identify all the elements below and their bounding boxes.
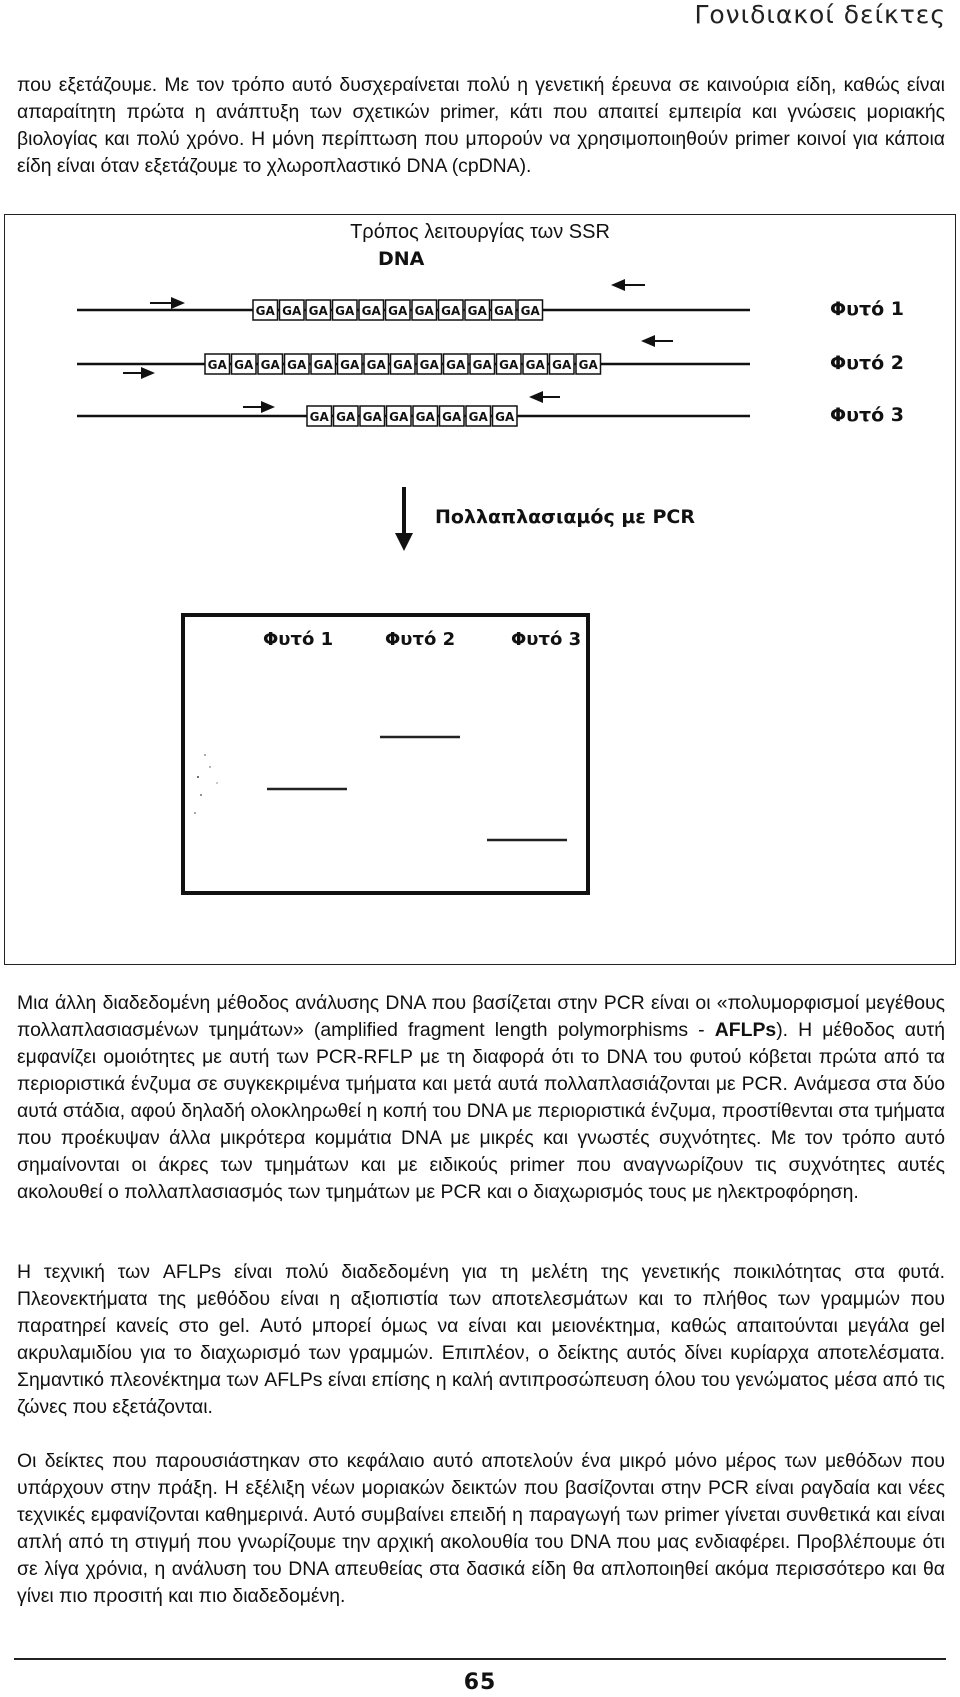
repeat-unit-text: GA	[494, 304, 514, 318]
gel-lane-label-3: Φυτό 3	[511, 629, 582, 650]
dna-label: DNA	[378, 248, 425, 270]
repeat-unit-text: GA	[388, 304, 408, 318]
repeat-unit-text: GA	[287, 358, 307, 372]
repeat-unit-text: GA	[389, 410, 409, 424]
repeat-unit-text: GA	[525, 358, 545, 372]
page-number: 65	[463, 1670, 497, 1695]
paragraph-4: Οι δείκτες που παρουσιάστηκαν στο κεφάλαιο αυτό αποτελούν ένα μικρό μόνο μέρος των μεθόδων που υπάρχουν στην πράξη. Η εξέλιξη νέων μοριακών δεικτών που βασίζονται στην PCR είναι ραγδαία και νέες τεχνικές εμφανίζονται καθημερινά. Αυτό συμβαίνει επειδή η παραγωγή των primer γίνεται συνθετικά και είναι απλή από τη στιγμή που γνωρίζουμε την αρχική ακολουθία του DNA που μας ενδιαφέρει. Προβλέπουμε ότι σε λίγα χρόνια, η ανάλυση του DNA απευθείας στα δασικά είδη θα απλοποιηθεί ακόμα περισσότερο και θα γίνει πιο προσιτή και πιο διαδεδομένη.	[17, 1450, 945, 1607]
repeat-unit-text: GA	[414, 304, 434, 318]
repeat-unit-text: GA	[442, 410, 462, 424]
gel-lane-label-1: Φυτό 1	[263, 629, 334, 650]
arrow-left-icon	[529, 391, 543, 403]
repeat-unit-text: GA	[578, 358, 598, 372]
repeat-unit-text: GA	[282, 304, 302, 318]
paragraph-2-text: Μια άλλη διαδεδομένη μέθοδος ανάλυσης DNA που βασίζεται στην PCR είναι οι «πολυμορφισμοί μεγέθους πολλαπλασιασμένων τμημάτων» (amplified fragment length polymorphisms -	[17, 992, 945, 1041]
repeat-unit-text: GA	[441, 304, 461, 318]
paragraph-1: που εξετάζουμε. Με τον τρόπο αυτό δυσχεραίνεται πολύ η γενετική έρευνα σε καινούρια είδη, καθώς είναι απαραίτητη πρώτα η ανάπτυξη των σχετικών primer, κάτι που απαιτεί εμπειρία και γνώσεις μοριακής βιολογίας και πολύ χρόνο. Η μόνη περίπτωση που μπορούν να χρησιμοποιηθούν primer κοινοί για κάποια είδη είναι όταν εξετάζουμε το χλωροπλαστικό DNA (cpDNA).	[17, 74, 945, 177]
repeat-unit-text: GA	[552, 358, 572, 372]
repeat-unit-text: GA	[313, 358, 333, 372]
repeat-unit-text: GA	[467, 304, 487, 318]
repeat-unit-text: GA	[520, 304, 540, 318]
gel-lane-label-2: Φυτό 2	[385, 629, 456, 650]
repeat-unit-text: GA	[260, 358, 280, 372]
repeat-unit-text: GA	[361, 304, 381, 318]
paragraph-3: Η τεχνική των AFLPs είναι πολύ διαδεδομένη για τη μελέτη της γενετικής ποικιλότητας στα φυτά. Πλεονεκτήματα της μεθόδου είναι η αξιοπιστία των αποτελεσμάτων και το πλήθος των γραμμών που παρατηρεί κανείς στο gel. Αυτό μπορεί όμως να είναι και μειονέκτημα, καθώς απαιτούνται μεγάλα gel ακρυλαμιδίου για το διαχωρισμό των γραμμών. Επιπλέον, ο δείκτης αυτός δίνει κυρίαρχα αποτελέσματα. Σημαντικό πλεονέκτημα των AFLPs είναι επίσης η καλή αντιπροσώπευση όλου του γενώματος μέσα από τις ζώνες που εξετάζονται.	[17, 1261, 945, 1418]
repeat-unit-text: GA	[393, 358, 413, 372]
aflps-term: AFLPs	[714, 1019, 777, 1041]
repeat-unit-text: GA	[207, 358, 227, 372]
ssr-diagram	[5, 215, 955, 964]
repeat-unit-text: GA	[468, 410, 488, 424]
arrow-down-icon	[395, 533, 413, 551]
running-header: Γονιδιακοί δείκτες	[694, 0, 946, 29]
repeat-unit-text: GA	[335, 304, 355, 318]
repeat-block-2	[205, 354, 601, 374]
strand-label-2: Φυτό 2	[830, 352, 904, 374]
repeat-unit-text: GA	[340, 358, 360, 372]
footer-divider	[14, 1658, 946, 1660]
paragraph-2	[17, 990, 945, 1206]
repeat-unit-text: GA	[415, 410, 435, 424]
arrow-left-icon	[641, 335, 655, 347]
arrow-left-icon	[611, 279, 625, 291]
paragraph-2-text-cont: ). Η μέθοδος αυτή εμφανίζει ομοιότητες με αυτή των PCR-RFLP με τη διαφορά ότι το DNA του φυτού κόβεται πρώτα από τα περιοριστικά ένζυμα σε συγκεκριμένα τμήματα και μετά αυτά πολλαπλασιάζονται με PCR. Ανάμεσα στα δύο αυτά στάδια, αφού δηλαδή ολοκληρωθεί η κοπή του DNA με περιοριστικά ένζυμα, προστίθενται στα τμήματα που προέκυψαν άλλα μικρότερα κομμάτια DNA με μικρές και γνωστές συχνότητες. Με τον τρόπο αυτό σημαίνονται οι άκρες των τμημάτων και με ειδικούς primer που αναγνωρίζουν τις συχνότητες αυτές ακολουθεί ο πολλαπλασιασμός των τμημάτων με PCR και ο διαχωρισμός τους με ηλεκτροφόρηση.	[17, 1019, 946, 1203]
repeat-block-1	[253, 300, 543, 320]
figure-title: Τρόπος λειτουργίας των SSR	[350, 221, 610, 243]
repeat-unit-text: GA	[362, 410, 382, 424]
repeat-unit-text: GA	[499, 358, 519, 372]
pcr-label: Πολλαπλασιαμός με PCR	[435, 506, 695, 528]
gel-image	[183, 615, 588, 893]
repeat-unit-text: GA	[308, 304, 328, 318]
repeat-unit-text: GA	[336, 410, 356, 424]
repeat-unit-text: GA	[419, 358, 439, 372]
ssr-figure	[4, 214, 956, 965]
repeat-unit-text: GA	[446, 358, 466, 372]
repeat-unit-text: GA	[366, 358, 386, 372]
repeat-unit-text: GA	[495, 410, 515, 424]
repeat-unit-text: GA	[255, 304, 275, 318]
repeat-unit-text: GA	[472, 358, 492, 372]
strand-label-1: Φυτό 1	[830, 298, 904, 320]
repeat-unit-text: GA	[234, 358, 254, 372]
strand-label-3: Φυτό 3	[830, 404, 904, 426]
repeat-unit-text: GA	[309, 410, 329, 424]
